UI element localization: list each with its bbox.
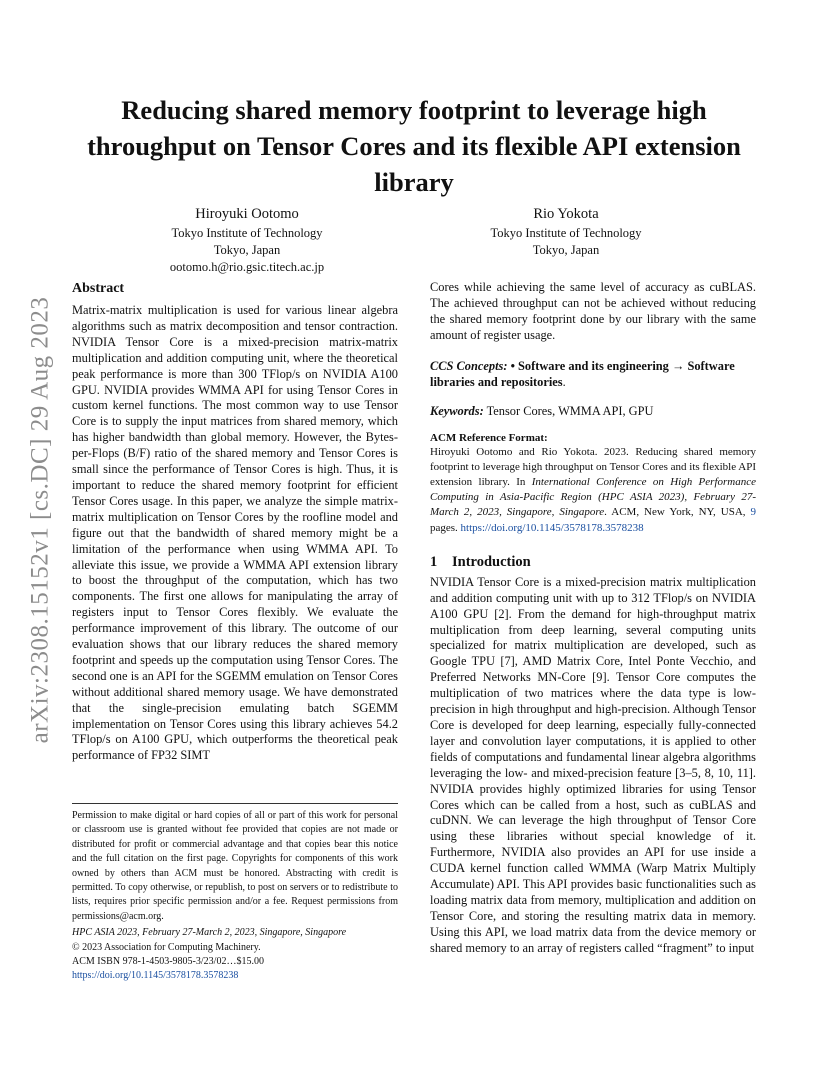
- author-block-2: [416, 204, 716, 259]
- acm-reference-heading: ACM Reference Format:: [430, 431, 548, 444]
- right-column: [430, 280, 756, 957]
- introduction-text: NVIDIA Tensor Core is a mixed-precision matrix multiplication and addition computing unit with up to 312 TFlop/s on NVIDIA A100 GPU [2]. From the demand for high-throughput matrix multiplication from deep learning, several computing units specialized for matrix multiplication are developed, such as Google TPU [7], AMD Matrix Core, Intel Ponte Vecchio, and Preferred Networks MN-Core [9]. Tensor Core computes the multiplication of two matrices where the data type is low-precision in high throughput and high-precision. Although Tensor Core is developed for deep learning, especially fully-connected layer and convolution layer computations, it is applied to other fields of computations and fundamental linear algebra algorithms leveraging the low- and mixed-precision feature [3–5, 8, 10, 11]. NVIDIA provides highly optimized libraries for using Tensor Cores which can be called from a host, such as cuBLAS and cuDNN. We can leverage the high throughput of Tensor Core using these libraries without special knowledge of it. Furthermore, NVIDIA also provides an API for use inside a CUDA kernel function called WMMA (Warp Matrix Multiply Accumulate) API. This API provides basic functionalities such as loading matrix data from memory, multiplication and addition on Tensor Core, and storing the resulting matrix data in memory. Using this API, we load matrix data from the device memory or shared memory to an array of registers called “fragment” to input: [430, 574, 756, 955]
- keywords-label: Keywords:: [430, 403, 484, 418]
- author-location: Tokyo, Japan: [213, 243, 281, 257]
- acm-ref-part-3: pages.: [430, 521, 461, 534]
- acm-ref-part-2: . ACM, New York, NY, USA,: [604, 506, 751, 519]
- author-name: Hiroyuki Ootomo: [195, 206, 299, 222]
- abstract-continuation: Cores while achieving the same level of accuracy as cuBLAS. The achieved throughput can not be achieved without reducing the shared memory footprint done by our library with the same amount of register usage.: [430, 280, 756, 342]
- footnote-doi-link[interactable]: https://doi.org/10.1145/3578178.3578238: [72, 970, 239, 982]
- ccs-end: .: [562, 374, 566, 389]
- introduction-heading: [430, 552, 756, 572]
- section-number: 1: [430, 553, 438, 570]
- section-title: Introduction: [452, 553, 531, 570]
- keywords-value: Tensor Cores, WMMA API, GPU: [486, 403, 654, 418]
- acm-ref-venue: International Conference on High Performance Computing in Asia-Pacific Region (HPC ASIA 2023), February 27-March 2, 2023, Singapore, Singapore: [430, 476, 756, 519]
- ccs-label: CCS Concepts:: [430, 358, 508, 373]
- author-email: ootomo.h@rio.gsic.titech.ac.jp: [169, 260, 325, 274]
- acm-ref-pages-link[interactable]: 9: [750, 506, 756, 519]
- paper-title: Reducing shared memory footprint to leverage high throughput on Tensor Cores and its flexible API extension library: [87, 95, 741, 197]
- arxiv-stamp: [20, 280, 60, 760]
- author-name: Rio Yokota: [533, 206, 599, 222]
- abstract-heading: Abstract: [72, 281, 125, 296]
- author-affiliation: Tokyo Institute of Technology: [171, 226, 323, 240]
- keywords: [430, 403, 756, 419]
- ccs-value: • Software and its engineering → Software libraries and repositories: [430, 358, 735, 389]
- author-affiliation: Tokyo Institute of Technology: [490, 226, 642, 240]
- footnote-isbn: ACM ISBN 978-1-4503-9805-3/23/02…$15.00: [72, 956, 264, 968]
- footnote-divider: [72, 803, 398, 804]
- author-location: Tokyo, Japan: [532, 243, 600, 257]
- arxiv-id: arXiv:2308.15152v1 [cs.DC] 29 Aug 2023: [26, 296, 53, 744]
- author-block-1: [97, 204, 397, 276]
- footnote: [72, 809, 398, 984]
- ccs-concepts: [430, 358, 756, 390]
- abstract-text: Matrix-matrix multiplication is used for various linear algebra algorithms such as matrix decomposition and tensor contraction. NVIDIA Tensor Core is a mixed-precision matrix-matrix multiplication and addition computing unit, where the theoretical peak performance is more than 300 TFlop/s on NVIDIA A100 GPU. NVIDIA provides WMMA API for using Tensor Cores in custom kernel functions. The most common way to use Tensor Core is to supply the input matrices from shared memory, which has higher bandwidth than global memory. However, the Bytes-per-Flops (B/F) ratio of the shared memory and Tensor Cores is small since the performance of Tensor Cores is high. Thus, it is important to reduce the shared memory footprint for efficient Tensor Cores usage. In this paper, we analyze the simple matrix-matrix multiplication on Tensor Cores by the roofline model and figure out that the bandwidth of shared memory might be a limitation of the performance when using WMMA API. To alleviate this issue, we provide a WMMA API extension library to boost the throughput of the computation, which has two components. The first one allows for manipulating the array of registers input to Tensor Cores flexibly. We evaluate the performance improvement of this library. The outcome of our evaluation shows that our library reduces the shared memory footprint and speeds up the computation using Tensor Cores. The second one is an API for the SGEMM emulation on Tensor Cores without additional shared memory usage. We have demonstrated that the single-precision emulating batch SGEMM implementation on Tensor Cores using this library achieves 54.2 TFlop/s on A100 GPU, which outperforms the theoretical peak performance of FP32 SIMT: [72, 303, 398, 763]
- left-column: [72, 280, 398, 764]
- footnote-permission: Permission to make digital or hard copies of all or part of this work for personal or classroom use is granted without fee provided that copies are not made or distributed for profit or commercial advantage and that copies bear this notice and the full citation on the first page. Copyrights for components of this work owned by others than ACM must be honored. Abstracting with credit is permitted. To copy otherwise, or republish, to post on servers or to redistribute to lists, requires prior specific permission and/or a fee. Request permissions from permissions@acm.org.: [72, 810, 398, 922]
- footnote-conference: HPC ASIA 2023, February 27-March 2, 2023, Singapore, Singapore: [72, 927, 347, 939]
- acm-ref-part-1: Hiroyuki Ootomo and Rio Yokota. 2023. Reducing shared memory footprint to leverage high throughput on Tensor Cores and its flexible API extension library. In: [430, 445, 756, 489]
- footnote-copyright: © 2023 Association for Computing Machinery.: [72, 941, 261, 953]
- acm-reference-text: [430, 445, 756, 536]
- acm-ref-doi-link[interactable]: https://doi.org/10.1145/3578178.3578238: [460, 521, 644, 534]
